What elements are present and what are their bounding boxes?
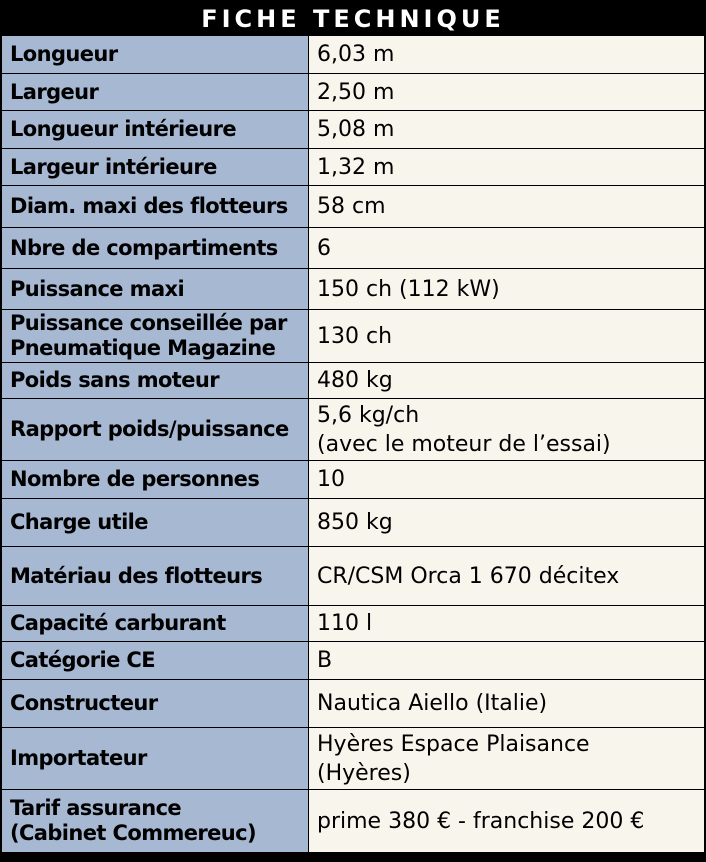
spec-label bbox=[2, 310, 309, 363]
spec-value bbox=[309, 228, 705, 269]
spec-row bbox=[2, 111, 705, 149]
spec-label bbox=[2, 499, 309, 547]
spec-value bbox=[309, 149, 705, 186]
spec-row bbox=[2, 642, 705, 680]
spec-row bbox=[2, 186, 705, 228]
spec-value-line: 58 cm bbox=[317, 194, 386, 219]
spec-value-line: 480 kg bbox=[317, 368, 393, 393]
spec-label-line: Largeur intérieure bbox=[10, 154, 217, 179]
spec-label bbox=[2, 728, 309, 790]
spec-label bbox=[2, 790, 309, 853]
spec-label bbox=[2, 74, 309, 111]
spec-value-line: B bbox=[317, 648, 333, 673]
spec-row bbox=[2, 728, 705, 790]
spec-row bbox=[2, 399, 705, 461]
spec-value bbox=[309, 547, 705, 606]
spec-label bbox=[2, 228, 309, 269]
spec-value bbox=[309, 269, 705, 310]
spec-value bbox=[309, 606, 705, 642]
spec-value-line: 850 kg bbox=[317, 510, 393, 535]
spec-value bbox=[309, 728, 705, 790]
spec-label bbox=[2, 149, 309, 186]
spec-row bbox=[2, 461, 705, 499]
spec-value-line: 5,6 kg/ch bbox=[317, 402, 420, 428]
spec-label bbox=[2, 399, 309, 461]
spec-label-line: Tarif assurance bbox=[10, 796, 182, 820]
spec-value-line: 6,03 m bbox=[317, 42, 395, 67]
spec-label-line: Capacité carburant bbox=[10, 611, 226, 635]
spec-label-line: Poids sans moteur bbox=[10, 368, 219, 392]
spec-row bbox=[2, 499, 705, 547]
spec-title: FICHE TECHNIQUE bbox=[1, 1, 705, 35]
spec-row bbox=[2, 149, 705, 186]
spec-table-body bbox=[2, 36, 705, 853]
spec-label-line: Rapport poids/puissance bbox=[10, 417, 289, 441]
spec-row bbox=[2, 606, 705, 642]
spec-row bbox=[2, 269, 705, 310]
spec-row bbox=[2, 310, 705, 363]
spec-label bbox=[2, 269, 309, 310]
spec-row bbox=[2, 363, 705, 399]
spec-value bbox=[309, 36, 705, 74]
spec-row bbox=[2, 547, 705, 606]
spec-value bbox=[309, 461, 705, 499]
spec-label-line: Puissance conseillée par bbox=[10, 311, 287, 335]
spec-value-line: prime 380 € - franchise 200 € bbox=[317, 808, 645, 834]
spec-label bbox=[2, 606, 309, 642]
spec-label bbox=[2, 461, 309, 499]
spec-label bbox=[2, 36, 309, 74]
spec-value bbox=[309, 111, 705, 149]
spec-value bbox=[309, 790, 705, 853]
spec-value-line: Hyères Espace Plaisance bbox=[317, 731, 590, 757]
spec-value-line: 130 ch bbox=[317, 323, 393, 349]
spec-label bbox=[2, 547, 309, 606]
spec-value bbox=[309, 363, 705, 399]
spec-label-line: Constructeur bbox=[10, 691, 158, 715]
spec-label-line: Diam. maxi des flotteurs bbox=[10, 194, 288, 218]
spec-value-line: 1,32 m bbox=[317, 154, 395, 180]
spec-label-line: Charge utile bbox=[10, 510, 148, 534]
spec-label-line: Nombre de personnes bbox=[10, 467, 260, 491]
spec-label-line: Catégorie CE bbox=[10, 648, 155, 672]
spec-value-line: 6 bbox=[317, 235, 331, 261]
spec-value-line: 150 ch (112 kW) bbox=[317, 276, 500, 302]
spec-value bbox=[309, 310, 705, 363]
spec-value-line: (Hyères) bbox=[317, 760, 411, 786]
spec-value bbox=[309, 680, 705, 728]
spec-value-line: Nautica Aiello (Italie) bbox=[317, 691, 548, 716]
spec-value bbox=[309, 642, 705, 680]
spec-label-line: Largeur bbox=[10, 79, 99, 104]
spec-label bbox=[2, 680, 309, 728]
spec-label-line: (Cabinet Commereuc) bbox=[10, 821, 256, 845]
spec-row bbox=[2, 228, 705, 269]
spec-label-line: Nbre de compartiments bbox=[10, 235, 278, 260]
spec-label bbox=[2, 363, 309, 399]
spec-value bbox=[309, 499, 705, 547]
spec-value-line: CR/CSM Orca 1 670 décitex bbox=[317, 563, 620, 589]
spec-label bbox=[2, 186, 309, 228]
spec-label-line: Pneumatique Magazine bbox=[10, 336, 276, 360]
spec-value-line: 5,08 m bbox=[317, 117, 395, 142]
spec-value bbox=[309, 74, 705, 111]
spec-value bbox=[309, 399, 705, 461]
spec-value bbox=[309, 186, 705, 228]
spec-row bbox=[2, 790, 705, 853]
spec-value-line: 10 bbox=[317, 467, 345, 492]
spec-label bbox=[2, 111, 309, 149]
spec-value-line: (avec le moteur de l’essai) bbox=[317, 431, 611, 457]
spec-row bbox=[2, 36, 705, 74]
spec-label-line: Longueur bbox=[10, 42, 118, 66]
spec-value-line: 2,50 m bbox=[317, 79, 395, 105]
spec-label-line: Importateur bbox=[10, 746, 147, 770]
spec-label-line: Matériau des flotteurs bbox=[10, 563, 263, 588]
spec-row bbox=[2, 74, 705, 111]
spec-label bbox=[2, 642, 309, 680]
spec-table bbox=[1, 35, 705, 853]
spec-value-line: 110 l bbox=[317, 611, 373, 636]
spec-label-line: Longueur intérieure bbox=[10, 117, 236, 141]
spec-label-line: Puissance maxi bbox=[10, 276, 185, 301]
spec-row bbox=[2, 680, 705, 728]
